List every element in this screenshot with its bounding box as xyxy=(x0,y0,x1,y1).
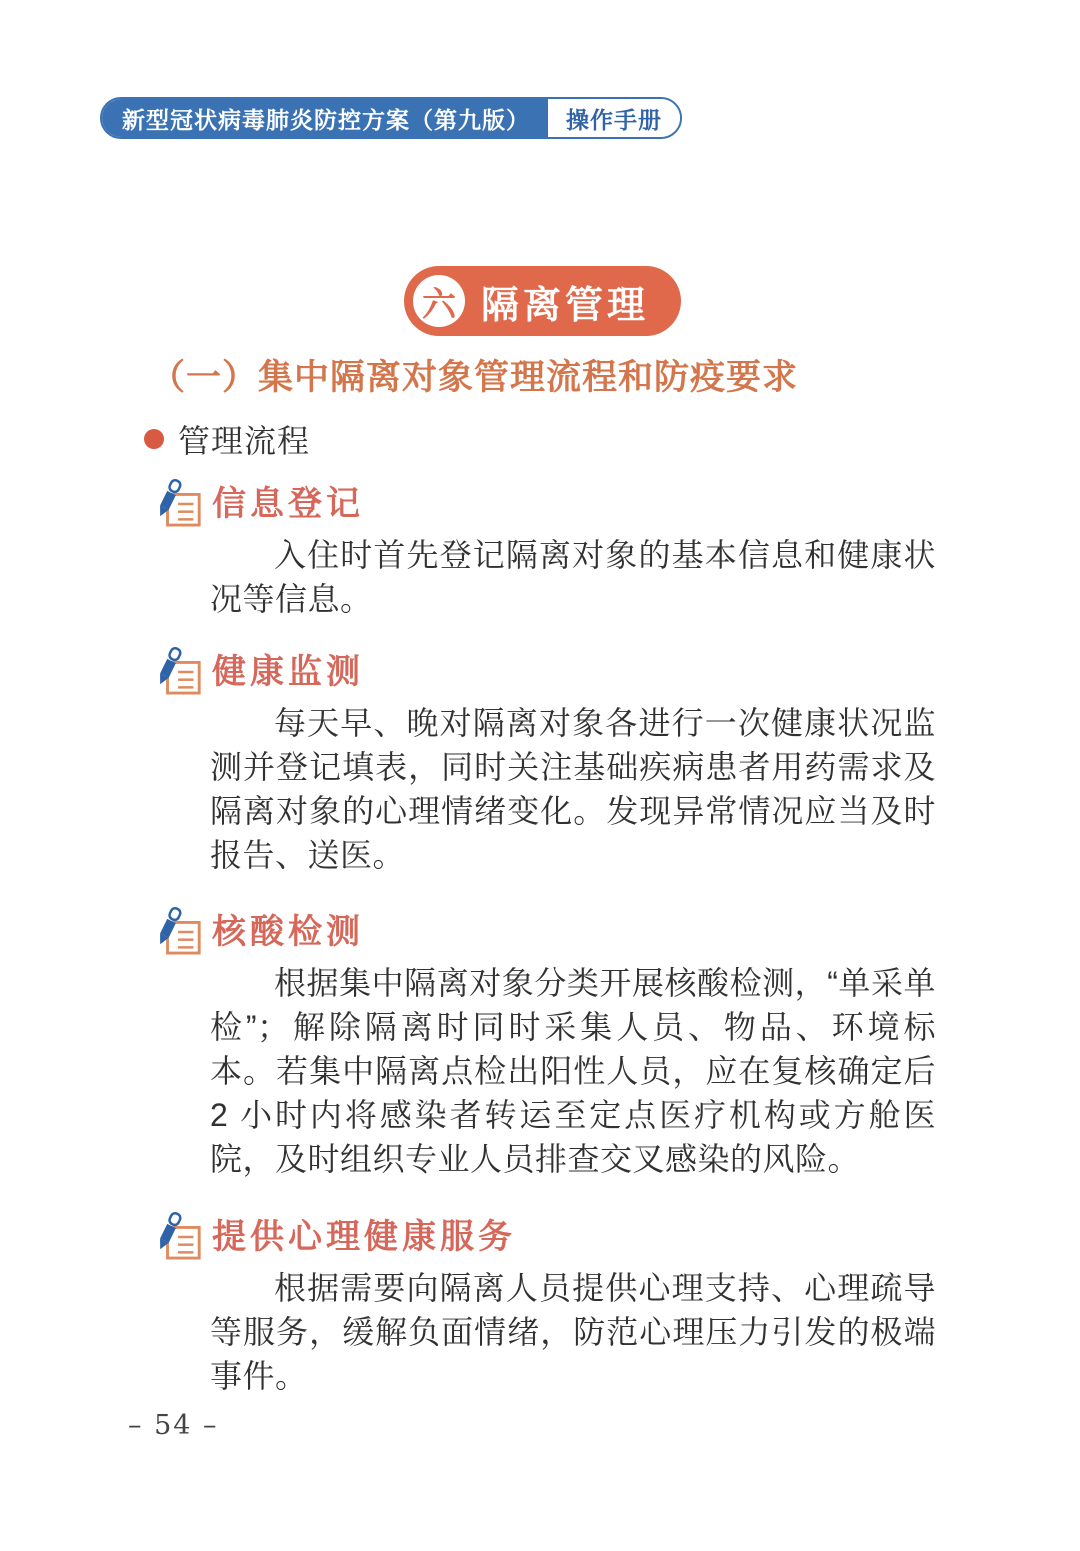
chapter-number-circle xyxy=(413,275,465,327)
item-body: 每天早、晚对隔离对象各进行一次健康状况监测并登记填表，同时关注基础疾病患者用药需求及隔离对象的心理情绪变化。发现异常情况应当及时报告、送医。 xyxy=(210,705,936,873)
header-badge-title: 新型冠状病毒肺炎防控方案（第九版） xyxy=(102,99,546,137)
item-body: 入住时首先登记隔离对象的基本信息和健康状况等信息。 xyxy=(210,537,936,617)
item-heading-info-registration xyxy=(156,478,364,530)
pen-document-icon xyxy=(156,478,204,530)
section-heading: （一）集中隔离对象管理流程和防疫要求 xyxy=(150,358,799,397)
header-badge xyxy=(100,97,682,139)
item-heading-health-monitoring xyxy=(156,646,364,698)
item-heading-psychological-services xyxy=(156,1211,516,1263)
item-heading-nucleic-acid-testing xyxy=(156,906,364,958)
item-title: 核酸检测 xyxy=(212,914,364,952)
item-title: 信息登记 xyxy=(212,486,364,524)
item-title: 健康监测 xyxy=(212,654,364,692)
bullet-heading-row xyxy=(144,416,310,462)
item-title: 提供心理健康服务 xyxy=(212,1219,516,1257)
chapter-title: 隔离管理 xyxy=(481,284,650,327)
header-badge-subtitle: 操作手册 xyxy=(546,99,680,137)
item-body: 根据需要向隔离人员提供心理支持、心理疏导等服务，缓解负面情绪，防范心理压力引发的极端事件。 xyxy=(210,1270,936,1394)
chapter-title-badge xyxy=(404,266,681,336)
circle-dot-icon xyxy=(144,429,164,449)
page-number: – 54 – xyxy=(128,1410,219,1441)
chapter-number: 六 xyxy=(422,285,456,324)
bullet-heading-label: 管理流程 xyxy=(178,423,311,459)
pen-document-icon xyxy=(156,646,204,698)
pen-document-icon xyxy=(156,1211,204,1263)
pen-document-icon xyxy=(156,906,204,958)
item-body: 根据集中隔离对象分类开展核酸检测，“单采单检”；解除隔离时同时采集人员、物品、环境标本。若集中隔离点检出阳性人员，应在复核确定后 2 小时内将感染者转运至定点医疗机构或方舱医院，及时组织专业人员排查交叉感染的风险。 xyxy=(210,965,936,1177)
